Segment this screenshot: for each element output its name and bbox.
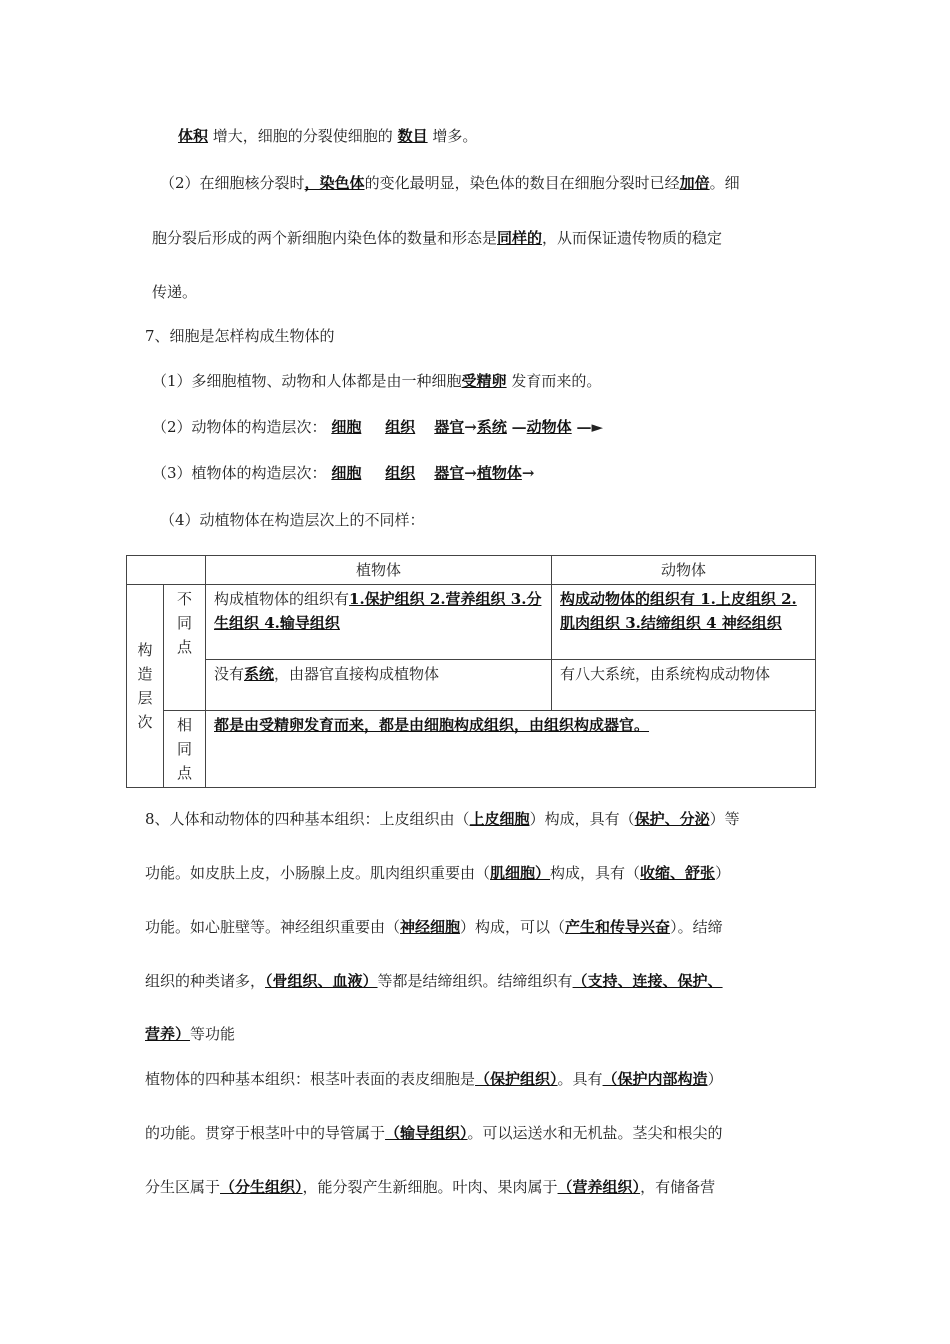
answer-blank: （营养组织） [557, 1178, 641, 1196]
table-row [127, 660, 816, 711]
text: ）构成，具有（ [529, 810, 635, 828]
text: 胞分裂后形成的两个新细胞内染色体的数量和形态是 [152, 229, 498, 247]
text: ） [707, 1070, 723, 1088]
answer-blank: 产生和传导兴奋 [565, 918, 671, 936]
text-line [145, 808, 740, 830]
level-label: 细胞 [331, 464, 362, 482]
row-label-diff: 不 同 点 [164, 585, 206, 711]
answer-blank: 收缩、舒张 [640, 864, 716, 882]
text: ，有储备营 [640, 1178, 716, 1196]
comparison-table [126, 555, 816, 788]
arrow-icon: → [464, 418, 477, 436]
text-line [145, 916, 723, 938]
text: ） [715, 864, 731, 882]
answer-blank: 营养） [145, 1025, 191, 1043]
answer-blank: （保护内部构造 [602, 1070, 708, 1088]
animal-hierarchy-line [152, 416, 603, 438]
cell-text: ，由器官直接构成植物体 [274, 665, 440, 683]
level-label: 组织 [385, 464, 416, 482]
text-line [152, 281, 197, 303]
text-line [145, 970, 723, 992]
text: 。具有 [557, 1070, 603, 1088]
section-heading: 7、细胞是怎样构成生物体的 [145, 327, 335, 345]
text-line [178, 125, 477, 147]
table-corner-cell [127, 556, 206, 585]
text: （2）在细胞核分裂时 [160, 174, 305, 192]
text: 功能。如心脏壁等。神经组织重要由（ [145, 918, 401, 936]
text: 增大，细胞的分裂使细胞的 [212, 127, 393, 145]
level-label: 器官 [434, 464, 465, 482]
answer-blank: （分生组织） [220, 1178, 303, 1196]
arrow-icon: —► [576, 418, 604, 436]
answer-blank: 系统 [244, 665, 275, 683]
answer-blank: 同样的 [497, 229, 543, 247]
level-label: 器官 [434, 418, 465, 436]
text: （1）多细胞植物、动物和人体都是由一种细胞 [152, 372, 462, 390]
text: 增多。 [432, 127, 478, 145]
text: 传递。 [152, 283, 198, 301]
answer-blank: 神经细胞 [400, 918, 461, 936]
level-label: 系统 [476, 418, 507, 436]
table-cell [206, 660, 552, 711]
text-line [145, 862, 730, 884]
text: 8、人体和动物体的四种基本组织：上皮组织由（ [145, 810, 470, 828]
table-row [127, 711, 816, 788]
cell-text: 没有 [214, 665, 245, 683]
row-label-same: 相 同 点 [164, 711, 206, 788]
table-cell [206, 711, 816, 788]
answer-blank: 体积 [178, 127, 209, 145]
text: （2）动物体的构造层次： [152, 418, 327, 436]
text: ，从而保证遗传物质的稳定 [542, 229, 723, 247]
text-line [145, 1023, 235, 1045]
text: 等功能 [190, 1025, 236, 1043]
level-label: 组织 [385, 418, 416, 436]
arrow-icon: → [521, 464, 535, 482]
text: 发育而来的。 [511, 372, 602, 390]
row-group-label: 构 造 层 次 [127, 585, 164, 788]
answer-blank: （保护组织） [475, 1070, 558, 1088]
answer-blank: 上皮细胞 [469, 810, 530, 828]
answer-blank: 都是由受精卵发育而来，都是由细胞构成组织，由组织构成器官。 [214, 716, 650, 734]
text: 组织的种类诸多， [145, 972, 266, 990]
text: 。可以运送水和无机盐。茎尖和根尖的 [467, 1124, 723, 1142]
text-line [160, 172, 740, 194]
column-header-animal: 动物体 [552, 556, 816, 585]
text: ）。结缔 [670, 918, 723, 936]
text-line [152, 370, 601, 392]
text-line: （4）动植物体在构造层次上的不同样： [160, 511, 425, 529]
arrow-icon: — [511, 418, 527, 436]
answer-blank: （输导组织） [385, 1124, 468, 1142]
text: 。细 [709, 174, 740, 192]
level-label: 植物体 [476, 464, 522, 482]
level-label: 细胞 [331, 418, 362, 436]
text: 分生区属于 [145, 1178, 221, 1196]
column-header-plant: 植物体 [206, 556, 552, 585]
text: 功能。如皮肤上皮，小肠腺上皮。肌肉组织重要由（ [145, 864, 491, 882]
text: 等都是结缔组织。结缔组织有 [377, 972, 573, 990]
text-line [145, 1122, 723, 1144]
text: 的功能。贯穿于根茎叶中的导管属于 [145, 1124, 386, 1142]
plant-hierarchy-line [152, 462, 534, 484]
answer-blank: 数目 [397, 127, 428, 145]
answer-blank: 加倍 [679, 174, 710, 192]
text-line [145, 1068, 723, 1090]
text: （3）植物体的构造层次： [152, 464, 327, 482]
answer-blank: （骨组织、血液） [265, 972, 378, 990]
text: 构成，具有（ [550, 864, 641, 882]
text-line [145, 1176, 715, 1198]
answer-blank: 构成动物体的组织有 1.上皮组织 2.肌肉组织 3.结缔组织 4 神经组织 [560, 590, 797, 632]
answer-blank: 受精卵 [461, 372, 507, 390]
answer-blank: 肌细胞） [490, 864, 551, 882]
text: 植物体的四种基本组织：根茎叶表面的表皮细胞是 [145, 1070, 476, 1088]
level-label: 动物体 [526, 418, 572, 436]
arrow-icon: → [464, 464, 477, 482]
text: ）等 [709, 810, 740, 828]
cell-text: 构成植物体的组织有 [214, 590, 350, 608]
table-header-row [127, 556, 816, 585]
text: ，能分裂产生新细胞。叶肉、果肉属于 [302, 1178, 558, 1196]
text-line [152, 227, 722, 249]
text: 的变化最明显，染色体的数目在细胞分裂时已经 [364, 174, 680, 192]
table-row [127, 585, 816, 660]
answer-blank: （支持、连接、保护、 [572, 972, 723, 990]
answer-blank: ，染色体 [304, 174, 365, 192]
answer-blank: 保护、分泌 [634, 810, 710, 828]
table-cell [206, 585, 552, 660]
table-cell [552, 585, 816, 660]
table-cell: 有八大系统，由系统构成动物体 [552, 660, 816, 711]
text: ）构成，可以（ [460, 918, 566, 936]
answer-blank: 1.保护组织 2.营养组织 3.分生组织 4.输导组织 [214, 590, 542, 632]
